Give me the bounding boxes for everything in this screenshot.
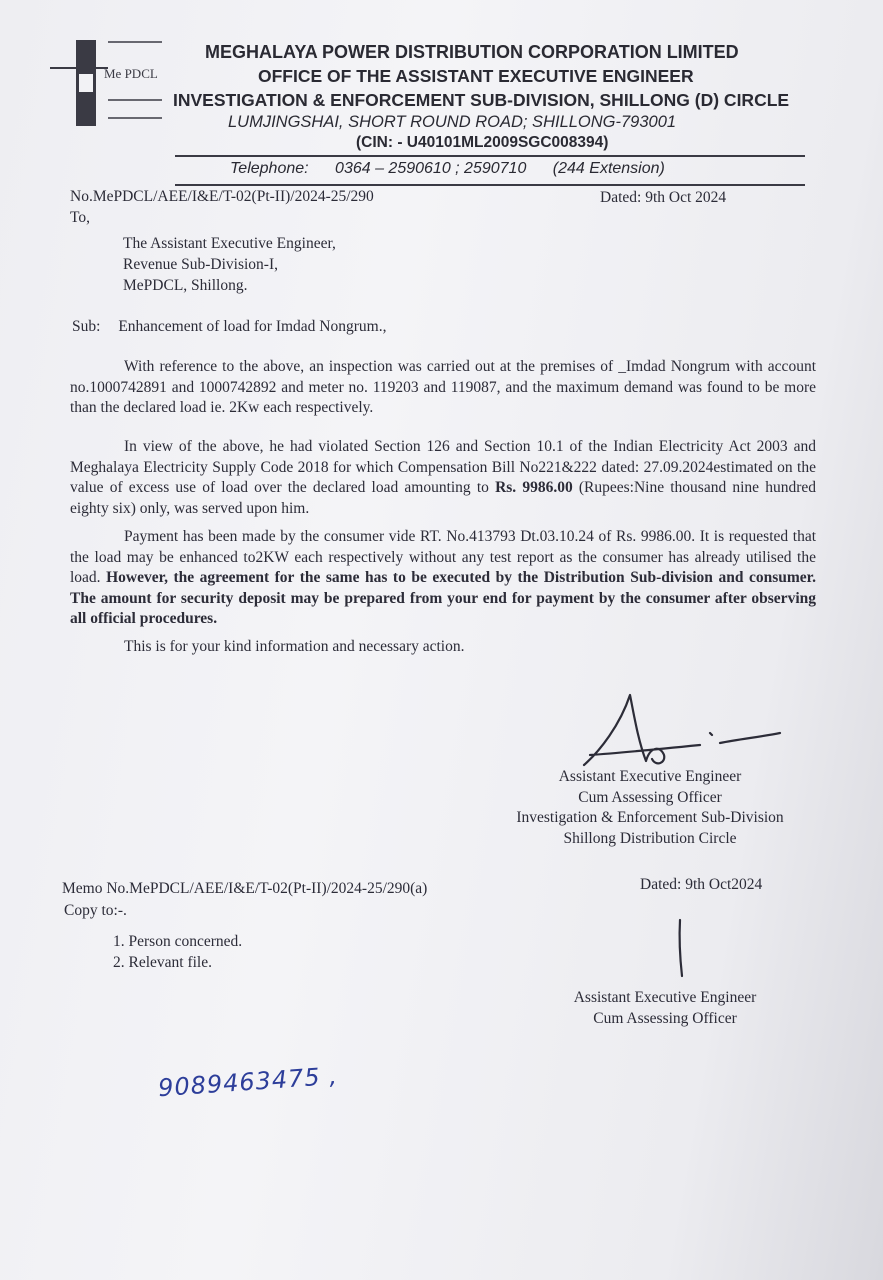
paragraph-inspection: With reference to the above, an inspection was carried out at the premises of _Imdad Nongrum with account no.1000742891 and 1000742892 and meter no. 119203 and 119087, and the maximum demand was found to be more than the declared load ie. 2Kw each respectively.: [70, 358, 816, 416]
copy-item-2: 2. Relevant file.: [113, 954, 212, 971]
violation-text: In view of the above, he had violated Section 126 and Section 10.1 of the Indian Electricity Act 2003 and Meghalaya Electricity Supply Code 2018 for which Compensation Bill No221&222 dated: 27.09.2024estimated on the value of excess use of load over the declared load amounting to: [70, 438, 816, 496]
memo-sign-line-2: Cum Assessing Officer: [593, 1009, 737, 1027]
signature-line-4: Shillong Distribution Circle: [563, 829, 737, 847]
signature-block: [480, 767, 820, 849]
recipient-line-2: Revenue Sub-Division-I,: [123, 256, 278, 273]
letter-date: Dated: 9th Oct 2024: [600, 189, 727, 206]
office-title: OFFICE OF THE ASSISTANT EXECUTIVE ENGINEER: [258, 66, 694, 86]
memo-date: Dated: 9th Oct2024: [640, 876, 763, 893]
payment-text: Payment has been made by the consumer vide RT. No.413793 Dt.03.10.24 of Rs. 9986.00. It is requested that the load may be enhanced to2KW each respectively without any test report as the consumer has already utilised the load.: [70, 528, 816, 586]
to-label: To,: [70, 209, 91, 226]
recipient-line-1: The Assistant Executive Engineer,: [123, 235, 336, 252]
office-address: LUMJINGSHAI, SHORT ROUND ROAD; SHILLONG-793001: [228, 113, 677, 131]
memo-number: Memo No.MePDCL/AEE/I&E/T-02(Pt-II)/2024-25/290(a): [62, 880, 428, 897]
copy-item-1: 1. Person concerned.: [113, 933, 243, 950]
amount-text: Rs. 9986.00: [495, 479, 573, 496]
copy-list: [113, 931, 242, 973]
cin-number: (CIN: - U40101ML2009SGC008394): [356, 134, 609, 151]
org-name: MEGHALAYA POWER DISTRIBUTION CORPORATION LIMITED: [205, 42, 739, 62]
telephone-line: [230, 160, 687, 178]
recipient-address: [123, 233, 336, 296]
subject-line: [72, 318, 386, 336]
header-rule-top: [175, 155, 805, 157]
telephone-label: Telephone:: [230, 160, 309, 177]
memo-signature-stroke: [670, 918, 690, 980]
handwritten-phone-number: 9089463475 ,: [157, 1061, 339, 1103]
telephone-extension: (244 Extension): [552, 160, 665, 177]
telephone-numbers: 0364 – 2590610 ; 2590710: [335, 160, 527, 177]
paragraph-payment: [70, 527, 816, 630]
paragraph-violation: [70, 437, 816, 519]
signature-line-1: Assistant Executive Engineer: [558, 768, 742, 785]
subject-label: Sub:: [72, 318, 101, 335]
violation-text-end: (Rupees:Nine thousand nine hundred eighty six) only, was served upon him.: [70, 479, 816, 517]
agreement-text: However, the agreement for the same has to be executed by the Distribution Sub-division and consumer. The amount for security deposit may be prepared from your end for payment by the consumer after observing all official procedures.: [70, 569, 817, 627]
recipient-line-3: MePDCL, Shillong.: [123, 277, 248, 294]
signature-line-3: Investigation & Enforcement Sub-Division: [516, 809, 784, 826]
subdivision-title: INVESTIGATION & ENFORCEMENT SUB-DIVISION, SHILLONG (D) CIRCLE: [173, 90, 790, 110]
signature-line-2: Cum Assessing Officer: [578, 788, 722, 806]
memo-sign-line-1: Assistant Executive Engineer: [573, 989, 757, 1006]
header-rule-bottom: [175, 184, 805, 186]
memo-signature-block: [540, 988, 790, 1029]
signature-scribble: [560, 685, 790, 775]
copy-to-label: Copy to:-.: [64, 902, 127, 919]
reference-number: No.MePDCL/AEE/I&E/T-02(Pt-II)/2024-25/290: [70, 188, 374, 205]
mepdcl-logo: [48, 38, 166, 130]
svg-text:Me PDCL: Me PDCL: [104, 66, 158, 81]
subject-text: Enhancement of load for Imdad Nongrum.,: [118, 318, 387, 335]
closing-line: This is for your kind information and necessary action.: [124, 638, 465, 655]
